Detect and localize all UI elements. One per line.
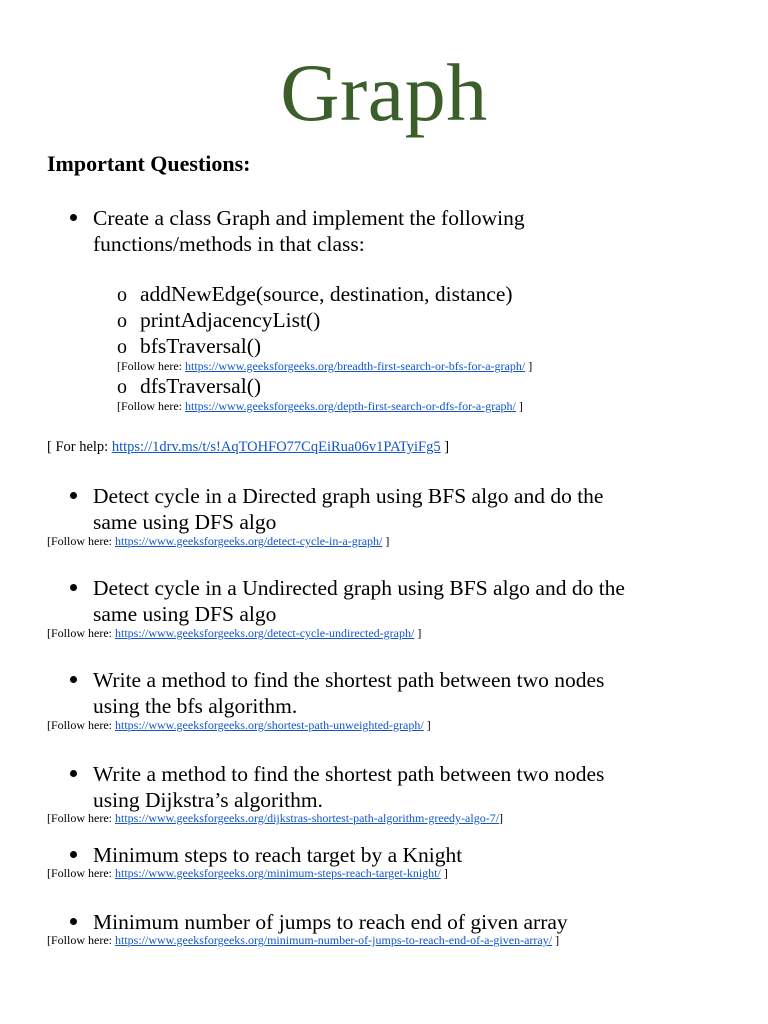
help-suffix: ] xyxy=(440,439,450,455)
question-5-line-1: Write a method to find the shortest path between two nodes xyxy=(93,762,605,786)
question-6-line-1: Minimum steps to reach target by a Knight xyxy=(93,843,463,867)
question-3-follow-link[interactable]: https://www.geeksforgeeks.org/detect-cycle-undirected-graph/ xyxy=(115,626,415,640)
dfs-follow-note xyxy=(117,399,523,414)
sub-item-bfs-traversal: bfsTraversal() xyxy=(140,334,262,358)
follow-suffix: ] xyxy=(440,866,448,880)
bullet-icon xyxy=(70,676,77,683)
follow-prefix: [Follow here: xyxy=(117,399,185,413)
sub-item-add-new-edge: addNewEdge(source, destination, distance) xyxy=(140,282,513,306)
question-2-follow-note xyxy=(47,534,389,549)
follow-prefix: [Follow here: xyxy=(47,718,115,732)
bfs-follow-note xyxy=(117,359,532,374)
help-note xyxy=(47,439,449,456)
sub-item-dfs-traversal: dfsTraversal() xyxy=(140,374,262,398)
follow-prefix: [Follow here: xyxy=(117,359,185,373)
follow-prefix: [Follow here: xyxy=(47,866,115,880)
question-2-line-1: Detect cycle in a Directed graph using BFS algo and do the xyxy=(93,484,604,508)
follow-prefix: [Follow here: xyxy=(47,534,115,548)
question-3-line-1: Detect cycle in a Undirected graph using BFS algo and do the xyxy=(93,576,625,600)
sub-item-print-adjacency-list: printAdjacencyList() xyxy=(140,308,321,332)
sub-bullet-icon: o xyxy=(117,376,127,398)
follow-prefix: [Follow here: xyxy=(47,626,115,640)
sub-bullet-icon: o xyxy=(117,336,127,358)
question-3-follow-note xyxy=(47,626,421,641)
follow-suffix: ] xyxy=(382,534,390,548)
question-2-line-2: same using DFS algo xyxy=(93,510,277,534)
follow-suffix: ] xyxy=(414,626,422,640)
question-1-line-1: Create a class Graph and implement the following xyxy=(93,206,525,230)
bullet-icon xyxy=(70,851,77,858)
question-7-follow-link[interactable]: https://www.geeksforgeeks.org/minimum-number-of-jumps-to-reach-end-of-a-given-array/ xyxy=(115,933,553,947)
question-1-line-2: functions/methods in that class: xyxy=(93,232,365,256)
bullet-icon xyxy=(70,492,77,499)
question-6-follow-link[interactable]: https://www.geeksforgeeks.org/minimum-steps-reach-target-knight/ xyxy=(115,866,441,880)
follow-prefix: [Follow here: xyxy=(47,811,115,825)
page-title: Graph xyxy=(280,47,488,138)
question-5-line-2: using Dijkstra’s algorithm. xyxy=(93,788,323,812)
follow-suffix: ] xyxy=(525,359,533,373)
help-link[interactable]: https://1drv.ms/t/s!AqTOHFO77CqEiRua06v1PATyiFg5 xyxy=(111,439,441,455)
question-5-follow-link[interactable]: https://www.geeksforgeeks.org/dijkstras-shortest-path-algorithm-greedy-algo-7/ xyxy=(115,811,500,825)
question-3-line-2: same using DFS algo xyxy=(93,602,277,626)
bullet-icon xyxy=(70,918,77,925)
sub-bullet-icon: o xyxy=(117,310,127,332)
question-6-follow-note xyxy=(47,866,448,881)
question-4-follow-link[interactable]: https://www.geeksforgeeks.org/shortest-path-unweighted-graph/ xyxy=(115,718,424,732)
question-4-line-1: Write a method to find the shortest path between two nodes xyxy=(93,668,605,692)
question-4-line-2: using the bfs algorithm. xyxy=(93,694,298,718)
bfs-follow-link[interactable]: https://www.geeksforgeeks.org/breadth-first-search-or-bfs-for-a-graph/ xyxy=(185,359,526,373)
bullet-icon xyxy=(70,584,77,591)
section-heading: Important Questions: xyxy=(47,151,251,176)
follow-suffix: ] xyxy=(423,718,431,732)
follow-prefix: [Follow here: xyxy=(47,933,115,947)
question-7-follow-note xyxy=(47,933,559,948)
bullet-icon xyxy=(70,770,77,777)
bullet-icon xyxy=(70,214,77,221)
help-prefix: [ For help: xyxy=(47,439,112,455)
follow-suffix: ] xyxy=(552,933,560,947)
question-4-follow-note xyxy=(47,718,431,733)
sub-bullet-icon: o xyxy=(117,284,127,306)
question-7-line-1: Minimum number of jumps to reach end of given array xyxy=(93,910,568,934)
follow-suffix: ] xyxy=(515,399,523,413)
follow-suffix: ] xyxy=(499,811,504,825)
dfs-follow-link[interactable]: https://www.geeksforgeeks.org/depth-first-search-or-dfs-for-a-graph/ xyxy=(185,399,516,413)
question-5-follow-note xyxy=(47,811,503,826)
question-2-follow-link[interactable]: https://www.geeksforgeeks.org/detect-cycle-in-a-graph/ xyxy=(115,534,383,548)
